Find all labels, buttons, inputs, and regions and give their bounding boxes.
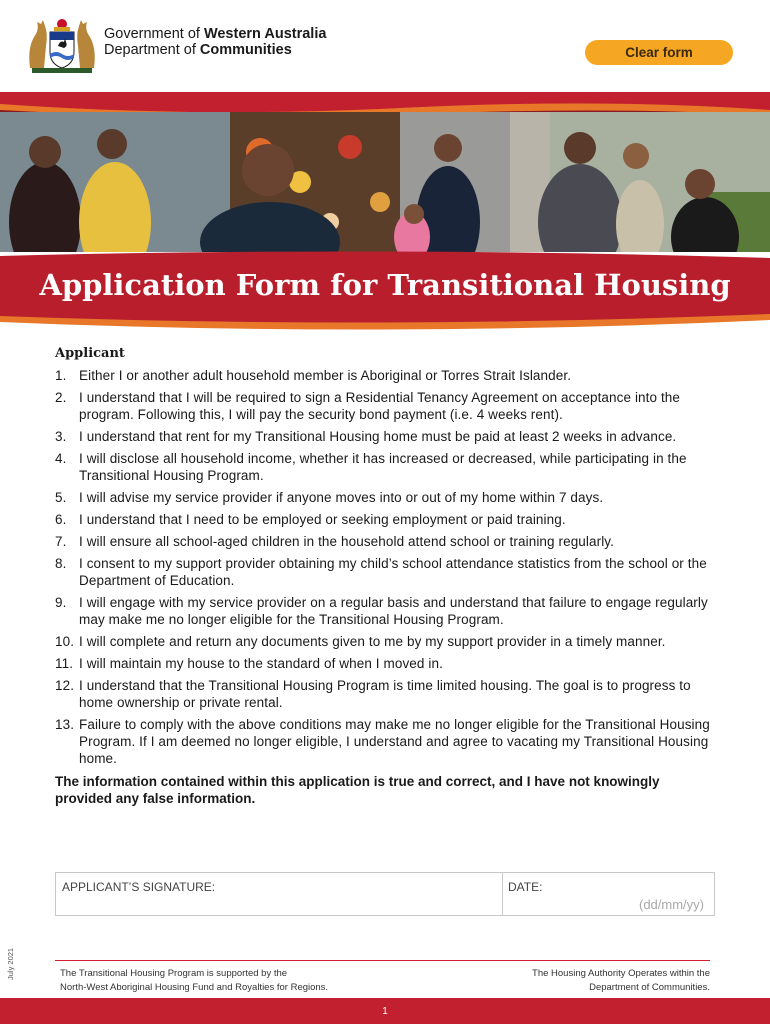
condition-item <box>55 533 725 550</box>
condition-text: I will complete and return any documents given to me by my support provider in a timely manner. <box>79 634 666 649</box>
condition-number: 11. <box>55 656 74 671</box>
condition-number: 9. <box>55 595 67 610</box>
department-name: Department of Communities <box>104 42 292 58</box>
condition-text: I will advise my service provider if anyone moves into or out of my home within 7 days. <box>79 490 604 505</box>
condition-item <box>55 716 725 767</box>
condition-number: 4. <box>55 451 67 466</box>
footer-left-line: The Transitional Housing Program is supported by the <box>60 968 288 979</box>
condition-text: I consent to my support provider obtaining my child’s school attendance statistics from the school or the Department of Education. <box>79 556 707 588</box>
condition-number: 7. <box>55 534 67 549</box>
footer-funding-note <box>60 967 328 995</box>
section-heading: Applicant <box>55 346 125 361</box>
condition-text: I understand that I need to be employed or seeking employment or paid training. <box>79 512 566 527</box>
condition-item <box>55 450 725 484</box>
declaration-text: The information contained within this application is true and correct, and I have not knowingly provided any false information. <box>55 774 660 806</box>
condition-number: 6. <box>55 512 67 527</box>
condition-item <box>55 367 725 384</box>
condition-item <box>55 594 725 628</box>
condition-number: 10. <box>55 634 75 649</box>
signature-table <box>55 872 715 916</box>
footer-left-line: North-West Aboriginal Housing Fund and Royalties for Regions. <box>60 982 329 993</box>
applicant-section <box>55 346 725 807</box>
condition-text: I will maintain my house to the standard of when I moved in. <box>79 656 443 671</box>
condition-number: 2. <box>55 390 67 405</box>
footer-right-line: The Housing Authority Operates within the <box>532 968 710 979</box>
condition-item <box>55 428 725 445</box>
page-number: 1 <box>382 1006 388 1017</box>
condition-text: Either I or another adult household member is Aboriginal or Torres Strait Islander. <box>79 368 572 383</box>
conditions-list <box>55 367 725 767</box>
condition-text: I will disclose all household income, whether it has increased or decreased, while participating in the Transitional Housing Program. <box>79 451 687 483</box>
condition-item <box>55 655 725 672</box>
condition-number: 5. <box>55 490 67 505</box>
condition-number: 3. <box>55 429 67 444</box>
condition-item <box>55 511 725 528</box>
condition-text: I will engage with my service provider on a regular basis and understand that failure to engage regularly may make me no longer eligible for the Transitional Housing Program. <box>79 595 708 627</box>
footer-authority-note <box>532 967 710 995</box>
version-date: July 2021 <box>6 947 15 980</box>
condition-text: I understand that the Transitional Housing Program is time limited housing. The goal is to progress to home ownership or private rental. <box>79 678 691 710</box>
wa-coat-of-arms-logo <box>24 16 100 74</box>
condition-item <box>55 389 725 423</box>
condition-number: 1. <box>55 368 67 383</box>
condition-number: 13. <box>55 717 75 732</box>
footer-divider <box>55 960 710 961</box>
condition-item <box>55 555 725 589</box>
community-photo <box>0 112 770 252</box>
condition-text: I will ensure all school-aged children in the household attend school or training regularly. <box>79 534 615 549</box>
page-header <box>0 0 770 92</box>
condition-item <box>55 633 725 650</box>
condition-text: I understand that I will be required to sign a Residential Tenancy Agreement on acceptance into the program. Following this, I will pay the security bond payment (i.e. 4 weeks rent). <box>79 390 681 422</box>
footer-right-line: Department of Communities. <box>589 982 710 993</box>
signature-label: APPLICANT’S SIGNATURE: <box>62 880 216 894</box>
condition-item <box>55 489 725 506</box>
government-name: Government of Western Australia <box>104 26 327 42</box>
date-field[interactable] <box>508 895 708 913</box>
page-title: Application Form for Transitional Housing <box>39 268 731 302</box>
condition-number: 8. <box>55 556 67 571</box>
clear-form-button[interactable]: Clear form <box>585 40 733 65</box>
condition-number: 12. <box>55 678 75 693</box>
condition-item <box>55 677 725 711</box>
condition-text: Failure to comply with the above conditions may make me no longer eligible for the Transitional Housing Program. If I am deemed no longer eligible, I understand and agree to vacating my Transitional Housing home. <box>79 717 710 766</box>
signature-divider <box>502 873 503 915</box>
condition-text: I understand that rent for my Transitional Housing home must be paid at least 2 weeks in advance. <box>79 429 677 444</box>
date-label: DATE: <box>508 880 543 894</box>
